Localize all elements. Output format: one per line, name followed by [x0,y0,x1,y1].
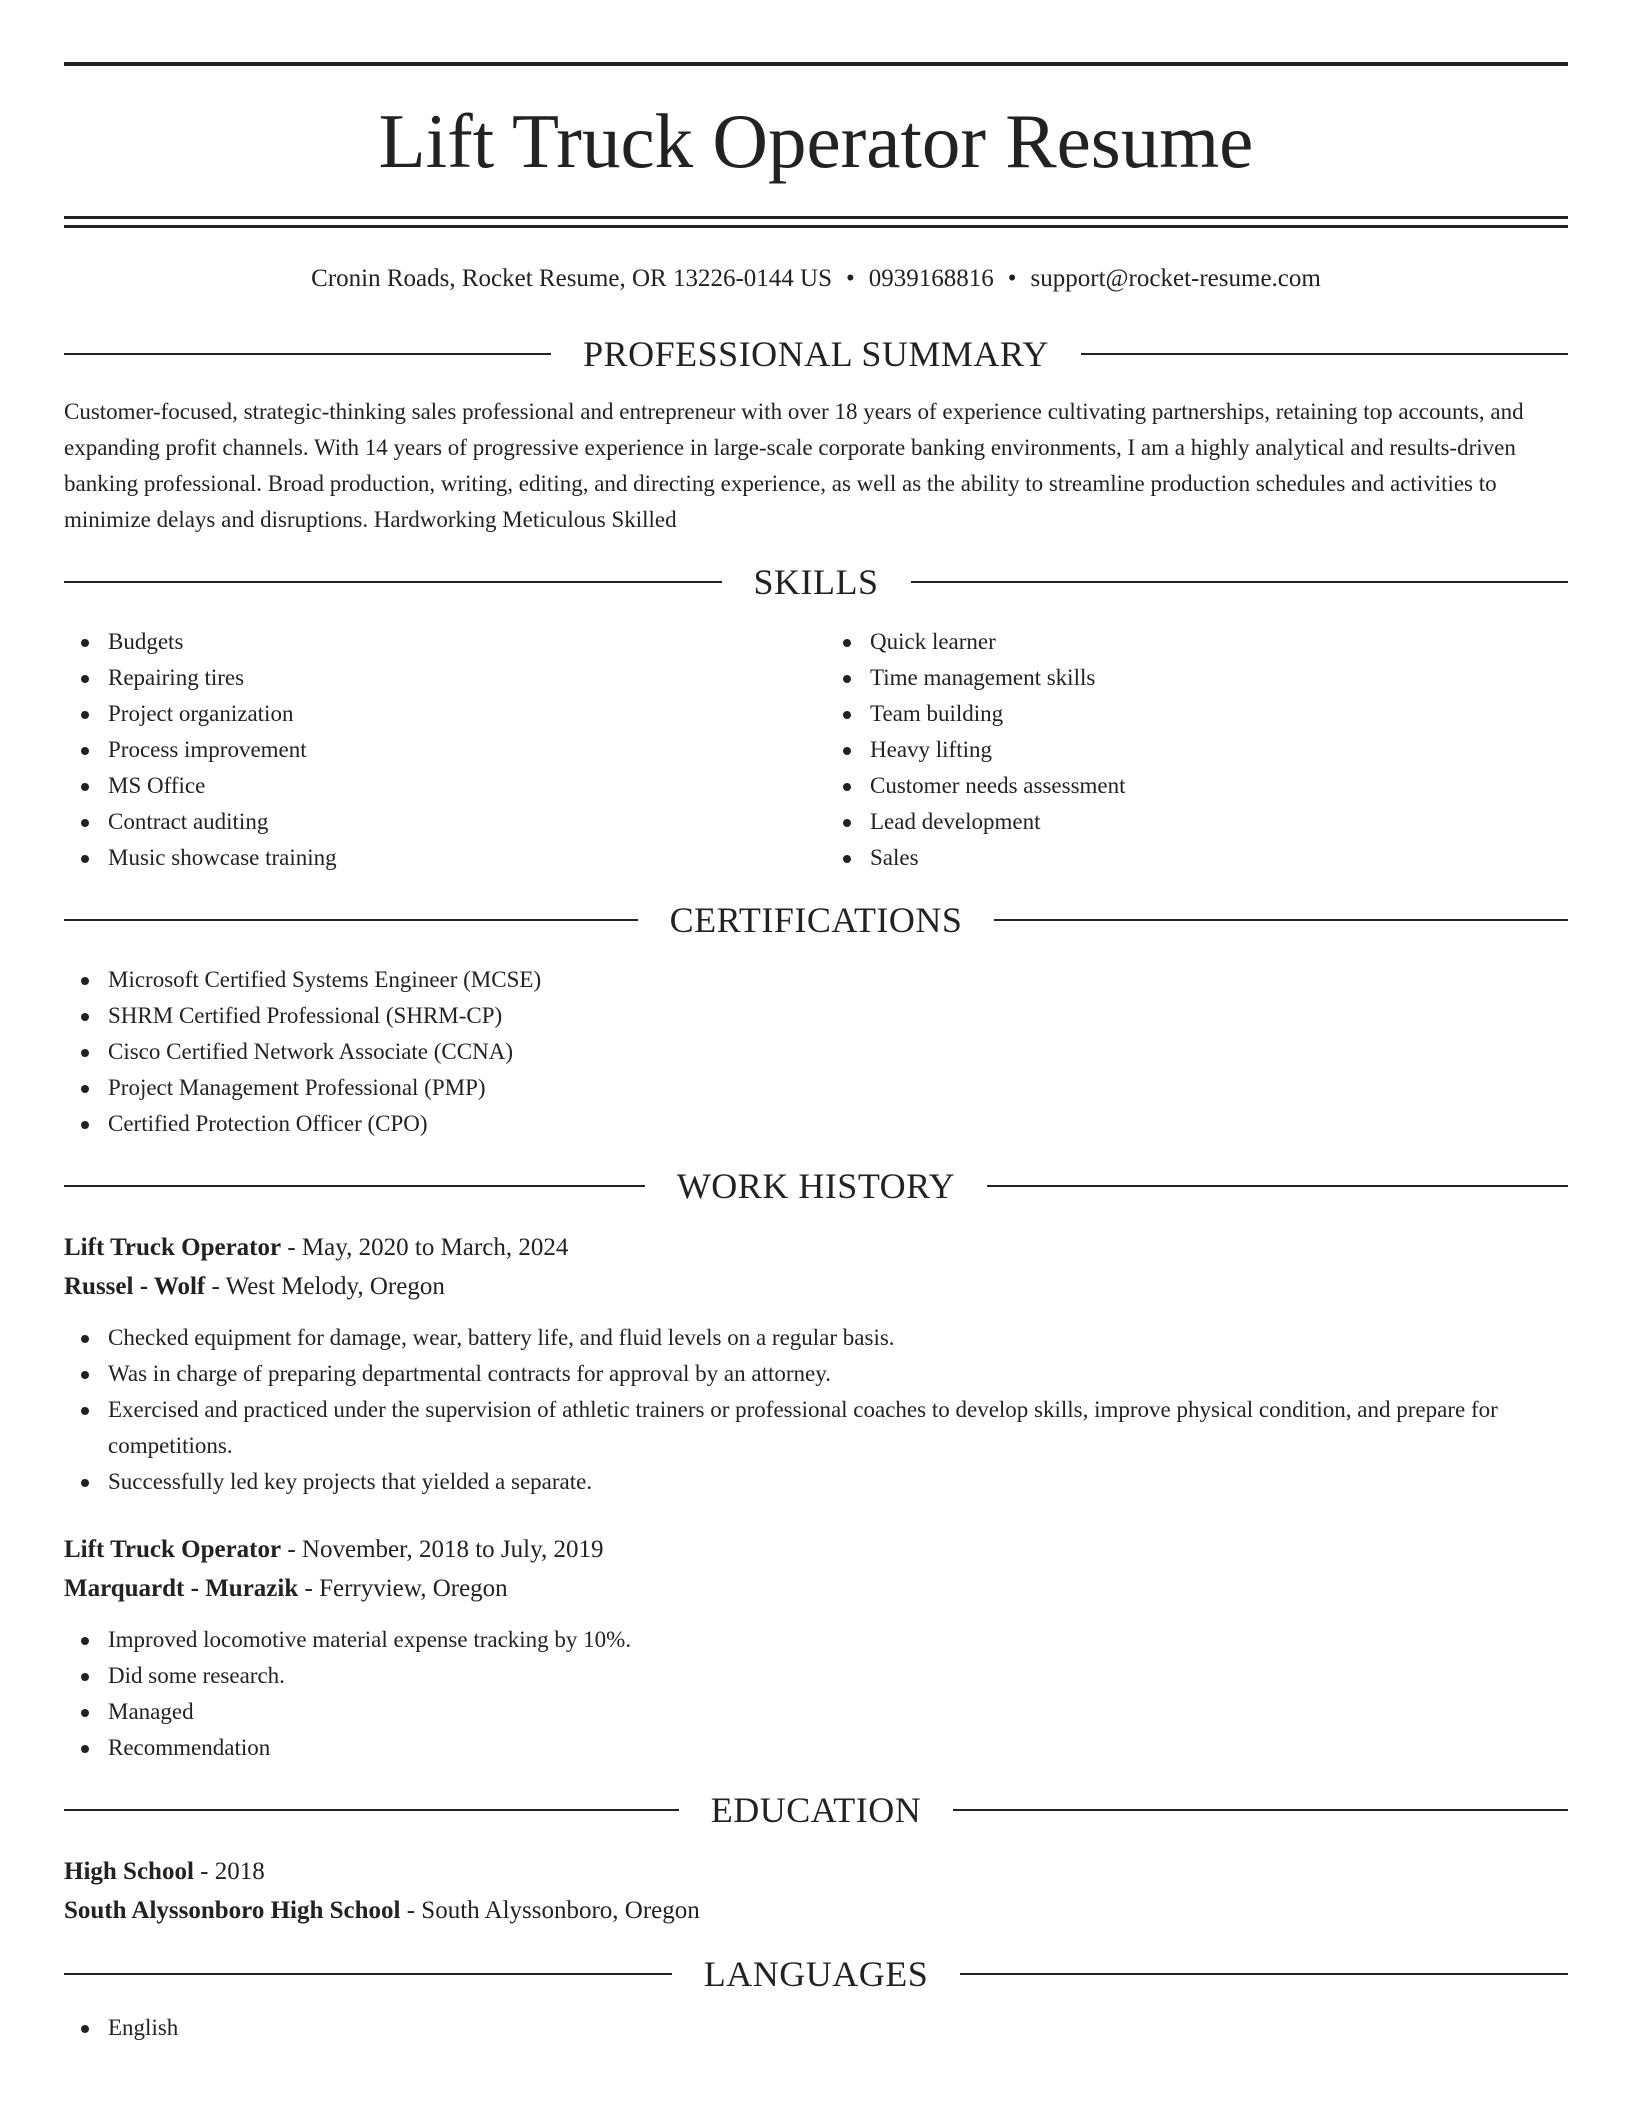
job-duty-item: Improved locomotive material expense tracking by 10%. [64,1622,1568,1658]
job-dates: - November, 2018 to July, 2019 [287,1536,604,1563]
section-title-certifications: CERTIFICATIONS [669,900,963,940]
contact-phone: 0939168816 [868,265,994,292]
divider-line [1081,353,1568,355]
job-title: Lift Truck Operator [64,1536,282,1563]
languages-list [64,2010,1568,2046]
certification-item: Microsoft Certified Systems Engineer (MCSE) [64,962,1568,998]
divider-line [64,1973,672,1975]
education-school: South Alyssonboro High School [64,1897,401,1924]
education-location: - South Alyssonboro, Oregon [406,1897,700,1924]
divider-line [953,1809,1568,1811]
job-company: Marquardt - Murazik [64,1575,299,1602]
section-title-languages: LANGUAGES [703,1954,929,1994]
resume-title: Lift Truck Operator Resume [378,98,1254,184]
skill-item: Heavy lifting [826,732,1568,768]
certifications-list [64,962,1568,1142]
divider-line [64,1185,645,1187]
resume-page [64,62,1568,2046]
job-title-line [64,1530,1568,1569]
language-item: English [64,2010,1568,2046]
skills-list-left [64,624,816,876]
contact-email: support@rocket-resume.com [1030,265,1321,292]
job-title: Lift Truck Operator [64,1234,282,1261]
skill-item: Lead development [826,804,1568,840]
job-duty-item: Managed [64,1694,1568,1730]
job-location: - Ferryview, Oregon [304,1575,508,1602]
skill-item: Project organization [64,696,816,732]
job-duty-item: Recommendation [64,1730,1568,1766]
skill-item: Time management skills [826,660,1568,696]
contact-separator: • [1007,265,1017,292]
section-header-languages [64,1952,1568,1996]
divider-line [960,1973,1568,1975]
skill-item: Budgets [64,624,816,660]
section-title-skills: SKILLS [753,562,879,602]
skill-item: MS Office [64,768,816,804]
section-header-skills [64,560,1568,604]
education-entry [64,1852,1568,1930]
certification-item: Certified Protection Officer (CPO) [64,1106,1568,1142]
divider-line [64,353,551,355]
skill-item: Repairing tires [64,660,816,696]
certification-item: Cisco Certified Network Associate (CCNA) [64,1034,1568,1070]
skill-item: Contract auditing [64,804,816,840]
job-duties-list [64,1622,1568,1766]
contact-line [64,262,1568,296]
job-location: - West Melody, Oregon [211,1273,445,1300]
skill-item: Music showcase training [64,840,816,876]
title-rule-lower [64,225,1568,228]
skill-item: Quick learner [826,624,1568,660]
job-entry [64,1530,1568,1766]
summary-text: Customer-focused, strategic-thinking sales professional and entrepreneur with over 18 years of experience cultivating partnerships, retaining top accounts, and expanding profit channels. With 14 years of progressive experience in large-scale corporate banking environments, I am a highly analytical and results-driven banking professional. Broad production, writing, editing, and directing experience, as well as the ability to streamline production schedules and activities to minimize delays and disruptions. Hardworking Meticulous Skilled [64,399,1524,532]
divider-line [64,581,722,583]
job-title-line [64,1228,1568,1267]
skill-item: Sales [826,840,1568,876]
title-rule-upper [64,216,1568,219]
skills-list-right [816,624,1568,876]
job-duty-item: Exercised and practiced under the supervision of athletic trainers or professional coaches to develop skills, improve physical condition, and prepare for competitions. [64,1392,1568,1464]
divider-line [911,581,1569,583]
top-rule [64,62,1568,66]
section-header-certifications [64,898,1568,942]
job-duty-item: Did some research. [64,1658,1568,1694]
education-school-line [64,1891,1568,1930]
divider-line [994,919,1568,921]
section-header-summary [64,332,1568,376]
job-dates: - May, 2020 to March, 2024 [287,1234,569,1261]
job-duty-item: Checked equipment for damage, wear, battery life, and fluid levels on a regular basis. [64,1320,1568,1356]
job-duty-item: Successfully led key projects that yielded a separate. [64,1464,1568,1500]
skill-item: Process improvement [64,732,816,768]
skills-columns [64,604,1568,876]
certification-item: Project Management Professional (PMP) [64,1070,1568,1106]
divider-line [64,1809,679,1811]
section-title-work-history: WORK HISTORY [676,1166,956,1206]
certification-item: SHRM Certified Professional (SHRM-CP) [64,998,1568,1034]
education-degree-line [64,1852,1568,1891]
divider-line [987,1185,1568,1187]
divider-line [64,919,638,921]
section-title-summary: PROFESSIONAL SUMMARY [583,334,1049,374]
education-year: - 2018 [200,1858,265,1885]
job-company-line [64,1267,1568,1306]
job-entry [64,1228,1568,1500]
section-title-education: EDUCATION [710,1790,922,1830]
skill-item: Customer needs assessment [826,768,1568,804]
skill-item: Team building [826,696,1568,732]
job-company-line [64,1569,1568,1608]
job-duty-item: Was in charge of preparing departmental contracts for approval by an attorney. [64,1356,1568,1392]
education-degree: High School [64,1858,194,1885]
section-header-education [64,1788,1568,1832]
job-company: Russel - Wolf [64,1273,206,1300]
contact-separator: • [846,265,855,292]
job-duties-list [64,1320,1568,1500]
contact-address: Cronin Roads, Rocket Resume, OR 13226-0144 US [311,265,832,292]
section-header-work-history [64,1164,1568,1208]
